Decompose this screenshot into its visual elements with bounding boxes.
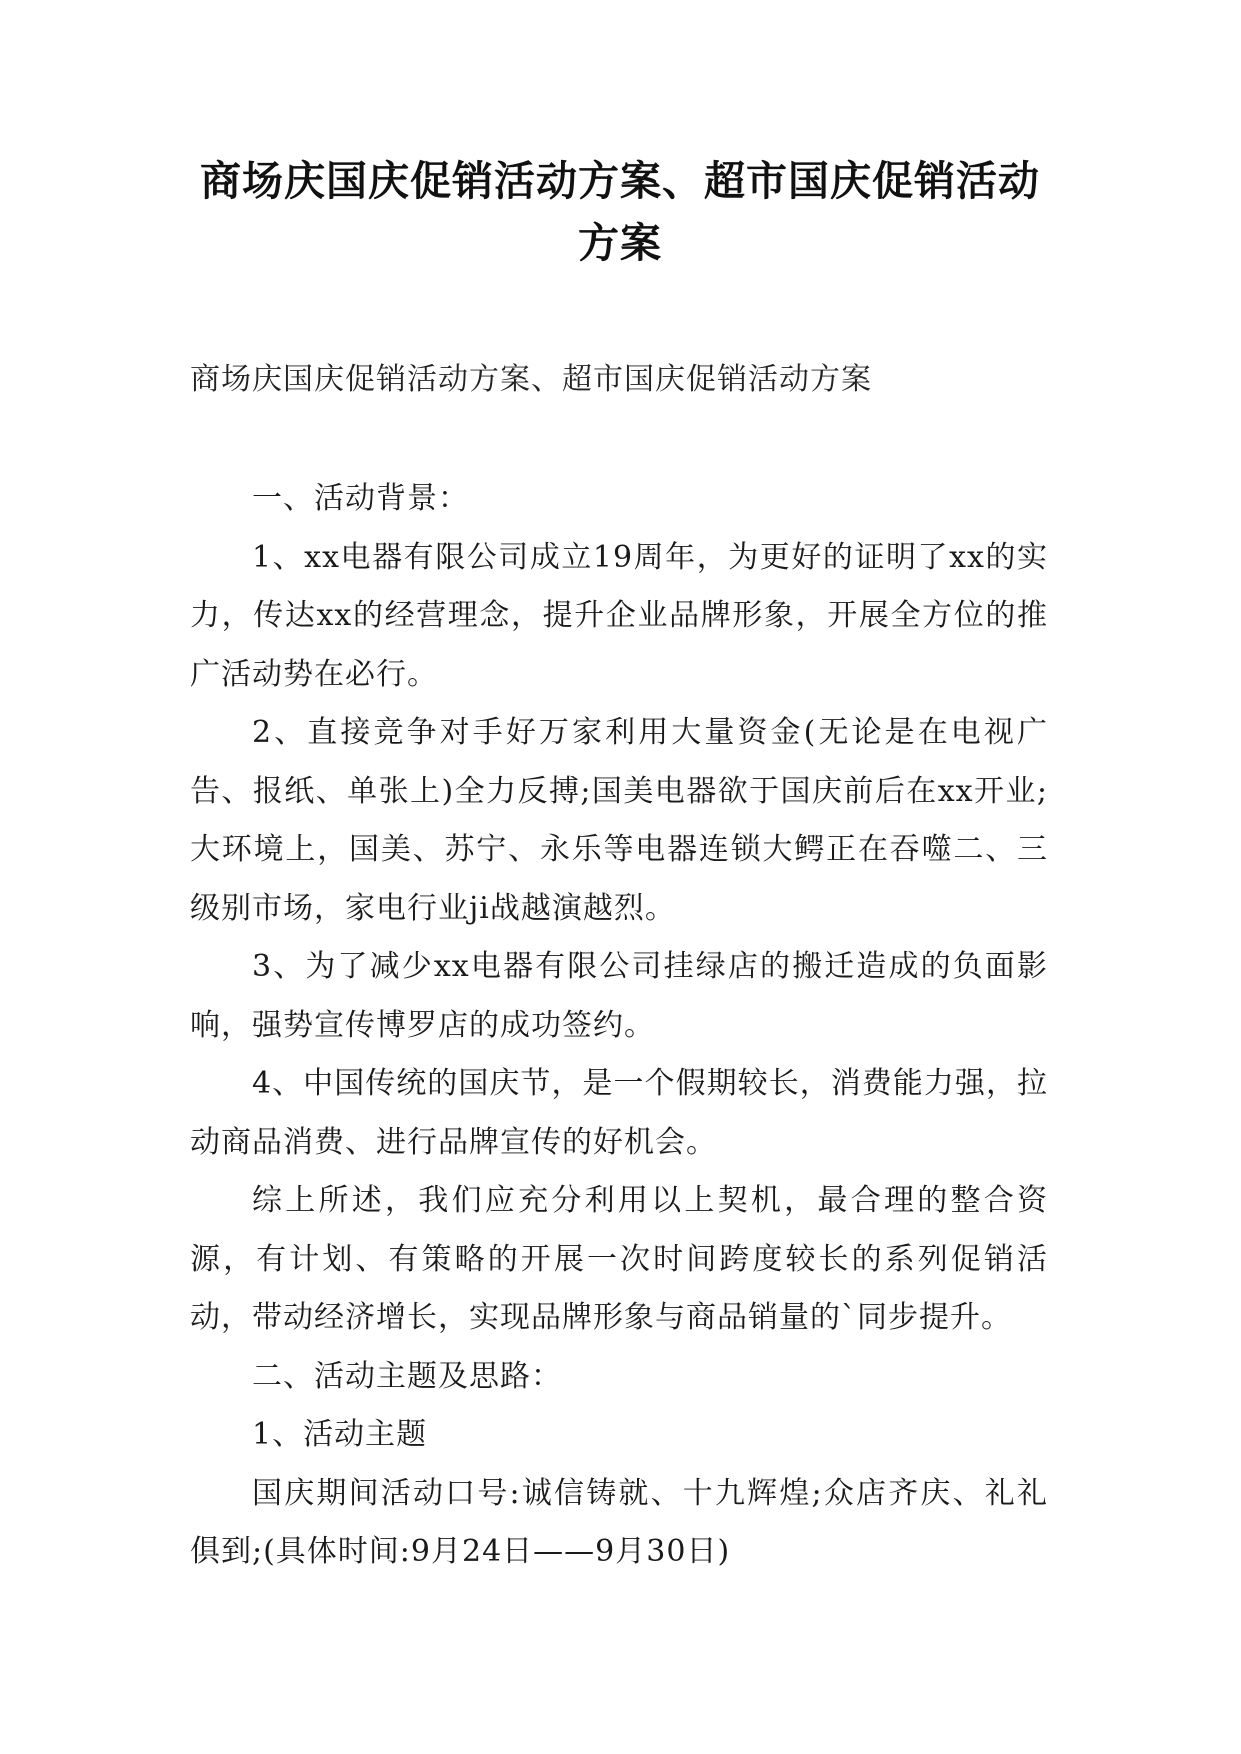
section-heading-theme: 二、活动主题及思路： xyxy=(252,1358,562,1394)
document-body xyxy=(190,470,1048,1582)
document-title: 商场庆国庆促销活动方案、超市国庆促销活动方案 xyxy=(200,157,1040,267)
paragraph-background-4: 4、中国传统的国庆节，是一个假期较长，消费能力强，拉动商品消费、进行品牌宣传的好机会。 xyxy=(190,1066,1048,1160)
subheading-theme: 1、活动主题 xyxy=(252,1417,428,1452)
paragraph-background-1: 1、xx电器有限公司成立19周年，为更好的证明了xx的实力，传达xx的经营理念，提升企业品牌形象，开展全方位的推广活动势在必行。 xyxy=(190,539,1048,692)
section-heading-background: 一、活动背景： xyxy=(252,481,469,516)
paragraph-slogan: 国庆期间活动口号:诚信铸就、十九辉煌;众店齐庆、礼礼俱到;(具体时间:9月24日——9月30日) xyxy=(190,1475,1048,1569)
document-subtitle: 商场庆国庆促销活动方案、超市国庆促销活动方案 xyxy=(190,362,872,397)
paragraph-summary: 综上所述，我们应充分利用以上契机，最合理的整合资源，有计划、有策略的开展一次时间跨度较长的系列促销活动，带动经济增长，实现品牌形象与商品销量的`同步提升。 xyxy=(190,1183,1048,1335)
paragraph-background-2: 2、直接竞争对手好万家利用大量资金(无论是在电视广告、报纸、单张上)全力反搏;国美电器欲于国庆前后在xx开业;大环境上，国美、苏宁、永乐等电器连锁大鳄正在吞噬二、三级别市场，家电行业ji战越演越烈。 xyxy=(190,715,1048,926)
paragraph-background-3: 3、为了减少xx电器有限公司挂绿店的搬迁造成的负面影响，强势宣传博罗店的成功签约。 xyxy=(190,949,1048,1043)
